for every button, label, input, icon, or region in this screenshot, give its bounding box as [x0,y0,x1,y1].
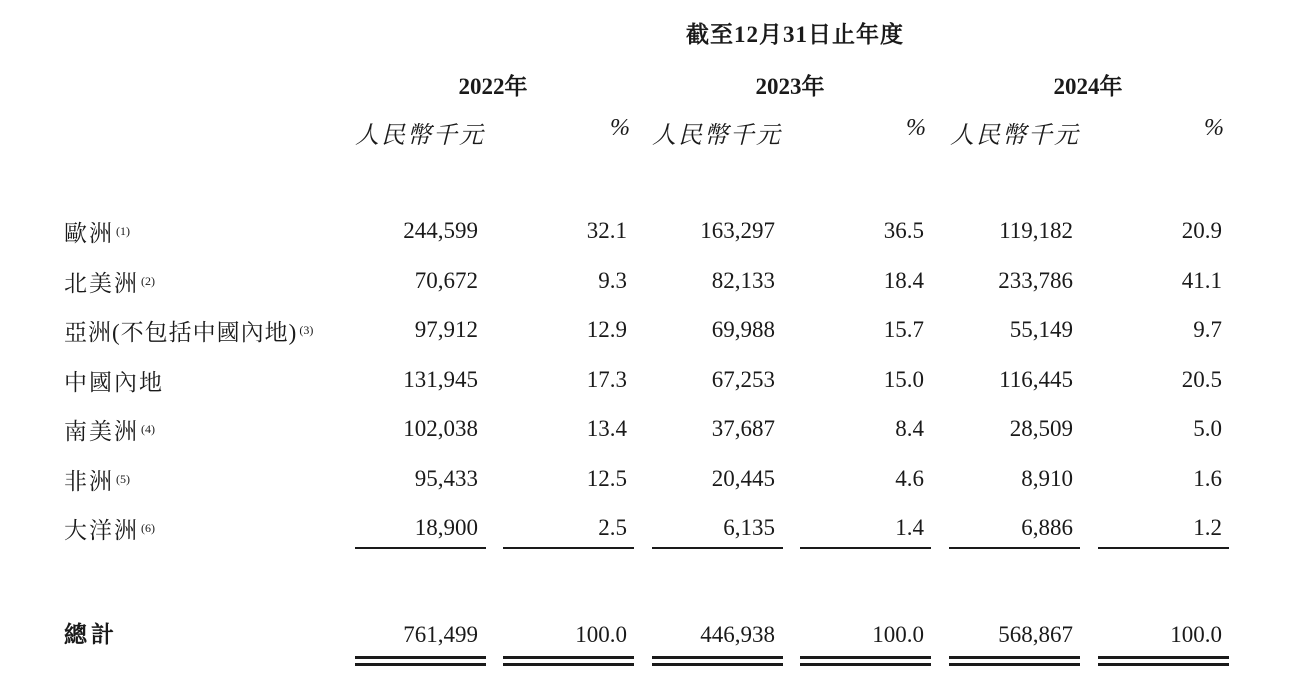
cell-2024-amount: 233,786 [998,268,1073,293]
unit-percent-2024: % [1204,115,1226,141]
total-rule [355,656,486,659]
subtotal-rule [949,547,1080,549]
total-rule [652,663,783,666]
unit-percent-2023: % [906,115,928,141]
footnote-marker: (1) [116,224,130,238]
unit-currency-2022: 人民幣千元 [355,123,485,149]
region-label: 北美洲 $^{(2)}$ [64,271,155,296]
total-2023-amount: 446,938 [700,622,775,647]
total-rule [503,656,634,659]
year-header-2023: 2023年 [755,74,825,99]
year-header-2024: 2024年 [1053,74,1123,99]
cell-2022-amount: 131,945 [403,367,478,392]
total-2024-percent: 100.0 [1170,622,1222,647]
cell-2024-percent: 9.7 [1193,317,1222,342]
footnote-marker: (3) [299,323,314,337]
total-2023-percent: 100.0 [872,622,924,647]
cell-2023-percent: 18.4 [883,268,924,293]
cell-2023-percent: 4.6 [895,466,924,491]
unit-currency-2024: 人民幣千元 [950,123,1080,149]
cell-2022-percent: 9.3 [598,268,627,293]
cell-2022-amount: 102,038 [403,416,478,441]
cell-2024-amount: 8,910 [1021,466,1073,491]
cell-2023-amount: 67,253 [711,367,775,392]
subtotal-rule [503,547,634,549]
subtotal-rule [355,547,486,549]
table-row [0,411,1296,447]
total-rule [652,656,783,659]
unit-percent-2022: % [610,115,632,141]
total-rule [800,656,931,659]
table-row [0,213,1296,249]
total-rule [355,663,486,666]
cell-2024-amount: 119,182 [999,218,1073,243]
cell-2022-amount: 70,672 [414,268,478,293]
table-row [0,263,1296,299]
cell-2024-amount: 6,886 [1021,515,1073,540]
unit-currency-2023: 人民幣千元 [652,123,782,149]
cell-2023-percent: 36.5 [883,218,924,243]
cell-2023-percent: 1.4 [895,515,924,540]
cell-2022-amount: 244,599 [403,218,478,243]
region-label: 南美洲 $^{(4)}$ [64,419,155,444]
cell-2024-amount: 28,509 [1009,416,1073,441]
total-2022-percent: 100.0 [575,622,627,647]
year-header-2022: 2022年 [458,74,528,99]
cell-2023-amount: 6,135 [723,515,775,540]
subtotal-rule [652,547,783,549]
total-2022-amount: 761,499 [403,622,478,647]
region-label: 歐洲 $^{(1)}$ [64,221,130,246]
cell-2023-amount: 82,133 [711,268,775,293]
period-header: 截至12月31日止年度 [686,22,904,47]
cell-2024-percent: 41.1 [1181,268,1222,293]
region-label: 中國內地 [64,370,164,395]
subtotal-rule [1098,547,1229,549]
cell-2022-percent: 12.9 [586,317,627,342]
region-label: 大洋洲 $^{(6)}$ [64,518,155,543]
total-rule [503,663,634,666]
cell-2022-amount: 97,912 [414,317,478,342]
total-rule [1098,656,1229,659]
footnote-marker: (6) [141,521,155,535]
total-label: 總計 [64,622,118,647]
cell-2024-percent: 5.0 [1193,416,1222,441]
cell-2024-amount: 116,445 [999,367,1073,392]
region-label: 非洲 $^{(5)}$ [64,469,130,494]
cell-2024-amount: 55,149 [1009,317,1073,342]
table-row [0,362,1296,398]
total-rule [949,663,1080,666]
total-rule [1098,663,1229,666]
cell-2024-percent: 1.6 [1193,466,1222,491]
cell-2022-percent: 2.5 [598,515,627,540]
footnote-marker: (2) [141,274,155,288]
cell-2023-amount: 20,445 [711,466,775,491]
table-row [0,312,1296,348]
cell-2023-amount: 163,297 [700,218,775,243]
table-row [0,461,1296,497]
cell-2024-percent: 1.2 [1193,515,1222,540]
subtotal-rule [800,547,931,549]
cell-2023-amount: 69,988 [711,317,775,342]
total-rule [949,656,1080,659]
table-row [0,510,1296,546]
cell-2023-amount: 37,687 [711,416,775,441]
cell-2024-percent: 20.9 [1181,218,1222,243]
cell-2022-percent: 13.4 [586,416,627,441]
total-row [0,617,1296,653]
cell-2023-percent: 8.4 [895,416,924,441]
cell-2022-amount: 18,900 [414,515,478,540]
cell-2022-percent: 17.3 [586,367,627,392]
cell-2024-percent: 20.5 [1181,367,1222,392]
cell-2022-percent: 32.1 [586,218,627,243]
footnote-marker: (4) [141,422,155,436]
total-rule [800,663,931,666]
cell-2022-amount: 95,433 [414,466,478,491]
total-2024-amount: 568,867 [998,622,1073,647]
cell-2023-percent: 15.7 [883,317,924,342]
cell-2023-percent: 15.0 [883,367,924,392]
cell-2022-percent: 12.5 [586,466,627,491]
region-label: 亞洲(不包括中國內地) $^{(3)}$ [64,320,314,345]
footnote-marker: (5) [116,472,130,486]
